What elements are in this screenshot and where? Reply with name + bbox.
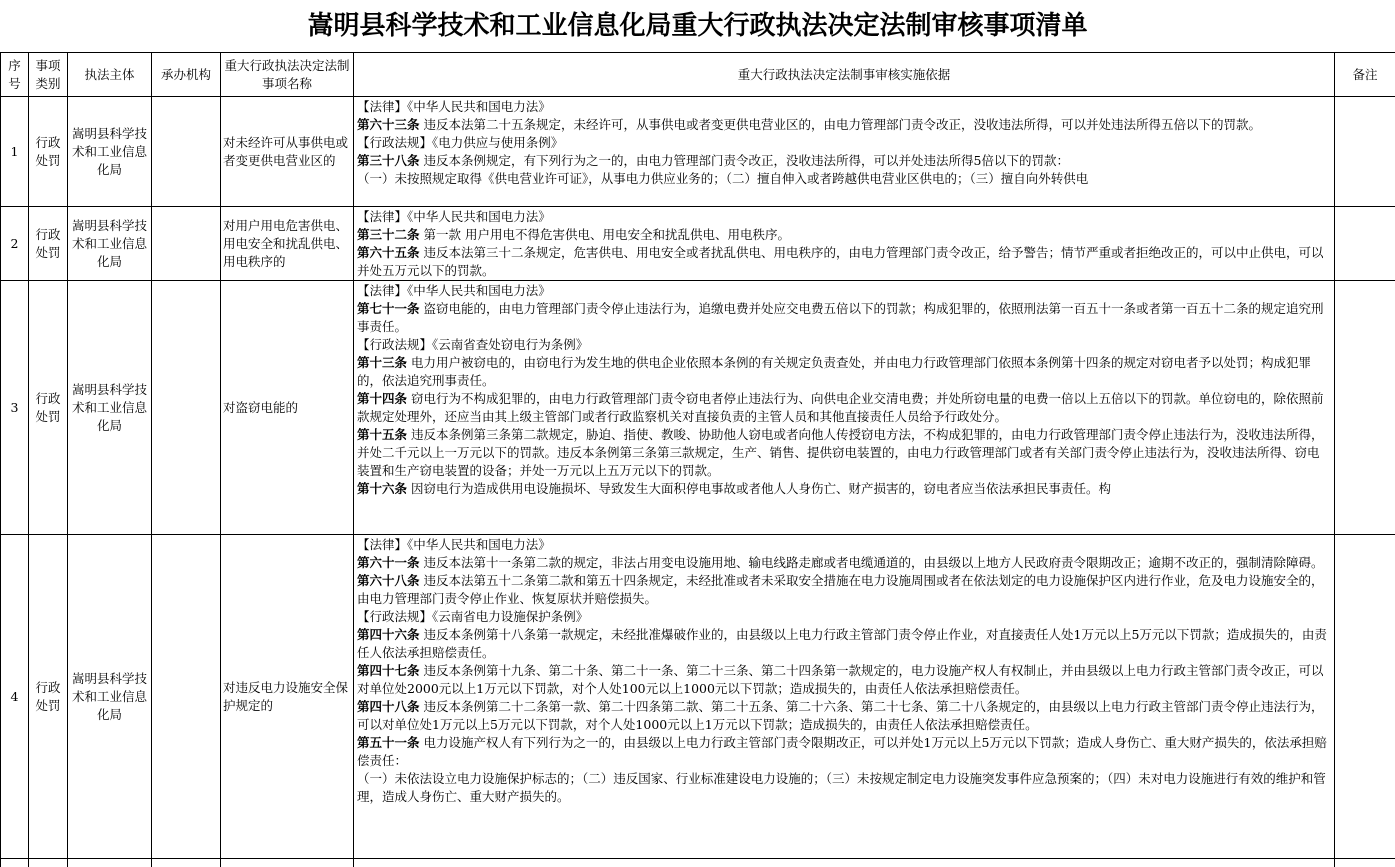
basis-text: （一）未依法设立电力设施保护标志的；（二）违反国家、行业标准建设电力设施的；（三）未按规定制定电力设施突发事件应急预案的；（四）未对电力设施进行有效的维护和管理，造成人身伤亡、重大财产损失的。 (357, 771, 1326, 804)
basis-text: 违反本条例第二十二条第一款、第二十四条第二款、第二十五条、第二十六条、第二十七条、第二十八条规定的，由县级以上电力行政主管部门责令停止违法行为，可以对单位处1万元以上5万元以下罚款，对个人处1000元以上1万元以下罚款；造成损失的，由责任人依法承担赔偿责任。 (357, 699, 1324, 732)
basis-text: 违反本法第五十二条第二款和第五十四条规定，未经批准或者未采取安全措施在电力设施周围或者在依法划定的电力设施保护区内进行作业，危及电力设施安全的，由电力管理部门责令停止作业、恢复原状并赔偿损失。 (357, 573, 1324, 606)
header-no: 序号 (1, 53, 29, 97)
basis-text: 【行政法规】《云南省电力设施保护条例》 (357, 609, 588, 624)
basis-paragraph (357, 244, 1330, 280)
cell-subject: 嵩明县科学技术和工业信息化局 (68, 207, 152, 281)
basis-paragraph (357, 426, 1330, 480)
header-category: 事项类别 (29, 53, 68, 97)
header-item-name: 重大行政执法决定法制事项名称 (221, 53, 354, 97)
basis-text: 【法律】《中华人民共和国电力法》 (357, 283, 551, 298)
basis-text: 【行政法规】《云南省查处窃电行为条例》 (357, 337, 588, 352)
header-basis: 重大行政执法决定法制事审核实施依据 (354, 53, 1335, 97)
article-number: 第六十五条 (357, 245, 420, 260)
basis-paragraph (357, 208, 1330, 226)
header-row (1, 53, 1395, 97)
basis-text: 【法律】《中华人民共和国电力法》 (357, 537, 551, 552)
cell-category: 行政处罚 (29, 535, 68, 859)
basis-text: 【法律】《中华人民共和国电力法》 (357, 99, 551, 114)
cell-remark (1335, 281, 1395, 535)
basis-text: 电力用户被窃电的，由窃电行为发生地的供电企业依照本条例的有关规定负责查处，并由电力行政管理部门依照本条例第十四条的规定对窃电者予以处罚；构成犯罪的，依法追究刑事责任。 (357, 355, 1311, 388)
basis-text: 违反本法第十一条第二款的规定，非法占用变电设施用地、输电线路走廊或者电缆通道的，由县级以上地方人民政府责令限期改正；逾期不改正的，强制清除障碍。 (420, 555, 1324, 570)
table-row (1, 97, 1395, 207)
cell-no: 4 (1, 535, 29, 859)
basis-text: 第一款 用户用电不得危害供电、用电安全和扰乱供电、用电秩序。 (420, 227, 790, 242)
cell-basis (354, 535, 1335, 859)
basis-text: 违反本条例第十九条、第二十条、第二十一条、第二十三条、第二十四条第一款规定的，电力设施产权人有权制止，并由县级以上电力行政主管部门责令改正，可以对单位处2000元以上1万元以下罚款，对个人处100元以上1000元以下罚款；造成损失的，由责任人依法承担赔偿责任。 (357, 663, 1324, 696)
cell-basis (354, 97, 1335, 207)
basis-text: 盗窃电能的，由电力管理部门责令停止违法行为，追缴电费并处应交电费五倍以下的罚款；构成犯罪的，依照刑法第一百五十一条或者第一百五十二条的规定追究刑事责任。 (357, 301, 1324, 334)
basis-paragraph (357, 354, 1330, 390)
cell-item-name: 对盗窃电能的 (221, 281, 354, 535)
article-number: 第五十一条 (357, 735, 420, 750)
cell-remark (1335, 207, 1395, 281)
cell-no: 3 (1, 281, 29, 535)
article-number: 第十四条 (357, 391, 407, 406)
basis-paragraph (357, 98, 1330, 116)
basis-paragraph (357, 480, 1330, 498)
header-agency: 承办机构 (152, 53, 221, 97)
table-row (1, 207, 1395, 281)
basis-text: 【行政法规】《电力供应与使用条例》 (357, 135, 563, 150)
basis-paragraph (357, 572, 1330, 608)
header-remark: 备注 (1335, 53, 1395, 97)
cell-agency (152, 97, 221, 207)
cell-remark (1335, 97, 1395, 207)
document-title: 嵩明县科学技术和工业信息化局重大行政执法决定法制审核事项清单 (0, 0, 1395, 52)
basis-paragraph (357, 336, 1330, 354)
cell-subject: 嵩明县科学技术和工业信息化局 (68, 535, 152, 859)
header-subject: 执法主体 (68, 53, 152, 97)
item-table (0, 52, 1395, 867)
table-row (1, 535, 1395, 859)
basis-paragraph (357, 152, 1330, 170)
basis-paragraph (357, 116, 1330, 134)
cell-basis (354, 207, 1335, 281)
basis-paragraph (357, 734, 1330, 770)
cell-remark (1335, 535, 1395, 859)
cell-subject: 嵩明县科学技术和工业信息化局 (68, 97, 152, 207)
article-number: 第四十七条 (357, 663, 420, 678)
article-number: 第六十三条 (357, 117, 420, 132)
basis-paragraph (357, 608, 1330, 626)
article-number: 第十五条 (357, 427, 407, 442)
basis-paragraph (357, 134, 1330, 152)
basis-paragraph (357, 300, 1330, 336)
basis-text: 【法律】《中华人民共和国电力法》 (357, 209, 551, 224)
cell-no: 2 (1, 207, 29, 281)
basis-paragraph (357, 282, 1330, 300)
cell-item-name: 对未经许可从事供电或者变更供电营业区的 (221, 97, 354, 207)
cell-item-name: 对违反电力设施安全保护规定的 (221, 535, 354, 859)
cell-category: 行政处罚 (29, 207, 68, 281)
table-row (1, 281, 1395, 535)
cell-category: 行政处罚 (29, 281, 68, 535)
basis-paragraph (357, 626, 1330, 662)
basis-text: 电力设施产权人有下列行为之一的，由县级以上电力行政主管部门责令限期改正，可以并处1万元以上5万元以下罚款；造成人身伤亡、重大财产损失的，依法承担赔偿责任： (357, 735, 1327, 768)
article-number: 第四十八条 (357, 699, 420, 714)
article-number: 第七十一条 (357, 301, 420, 316)
article-number: 第六十八条 (357, 573, 420, 588)
basis-paragraph (357, 554, 1330, 572)
basis-text: 因窃电行为造成供用电设施损坏、导致发生大面积停电事故或者他人人身伤亡、财产损害的，窃电者应当依法承担民事责任。构 (407, 481, 1111, 496)
basis-paragraph (357, 698, 1330, 734)
basis-text: 违反本条例规定，有下列行为之一的，由电力管理部门责令改正，没收违法所得，可以并处违法所得5倍以下的罚款： (420, 153, 1069, 168)
article-number: 第十三条 (357, 355, 407, 370)
cell-subject: 嵩明县科学技术和工业信息化局 (68, 281, 152, 535)
cell-basis (354, 281, 1335, 535)
basis-text: 违反本法第三十二条规定，危害供电、用电安全或者扰乱供电、用电秩序的，由电力管理部门责令改正，给予警告；情节严重或者拒绝改正的，可以中止供电，可以并处五万元以下的罚款。 (357, 245, 1324, 278)
basis-paragraph (357, 662, 1330, 698)
basis-paragraph (357, 390, 1330, 426)
basis-paragraph (357, 226, 1330, 244)
article-number: 第三十八条 (357, 153, 420, 168)
cell-agency (152, 281, 221, 535)
cell-item-name: 对用户用电危害供电、用电安全和扰乱供电、用电秩序的 (221, 207, 354, 281)
basis-paragraph (357, 536, 1330, 554)
basis-text: 违反本法第二十五条规定，未经许可，从事供电或者变更供电营业区的，由电力管理部门责令改正，没收违法所得，可以并处违法所得五倍以下的罚款。 (420, 117, 1261, 132)
basis-text: （一）未按照规定取得《供电营业许可证》，从事电力供应业务的；（二）擅自伸入或者跨越供电营业区供电的；（三）擅自向外转供电 (357, 171, 1088, 186)
cell-agency (152, 535, 221, 859)
cell-agency (152, 207, 221, 281)
article-number: 第四十六条 (357, 627, 420, 642)
basis-paragraph (357, 170, 1330, 188)
cell-category: 行政处罚 (29, 97, 68, 207)
basis-text: 违反本条例第三条第二款规定，胁迫、指使、教唆、协助他人窃电或者向他人传授窃电方法，不构成犯罪的，由电力行政管理部门责令停止违法行为，没收违法所得，并处二千元以上一万元以下的罚款。违反本条例第三条第三款规定，生产、销售、提供窃电装置的，由电力行政管理部门或者有关部门责令停止违法行为，没收违法所得、窃电装置和生产窃电装置的设备；并处一万元以上五万元以下的罚款。 (357, 427, 1324, 478)
article-number: 第十六条 (357, 481, 407, 496)
basis-text: 窃电行为不构成犯罪的，由电力行政管理部门责令窃电者停止违法行为、向供电企业交清电费；并处所窃电量的电费一倍以上五倍以下的罚款。单位窃电的，除依照前款规定处理外，还应当由其上级主管部门或者行政监察机关对直接负责的主管人员和其他直接责任人员给予行政处分。 (357, 391, 1324, 424)
basis-paragraph (357, 770, 1330, 806)
basis-text: 违反本条例第十八条第一款规定，未经批准爆破作业的，由县级以上电力行政主管部门责令停止作业，对直接责任人处1万元以上5万元以下罚款；造成损失的，由责任人依法承担赔偿责任。 (357, 627, 1327, 660)
article-number: 第三十二条 (357, 227, 420, 242)
cell-no: 1 (1, 97, 29, 207)
article-number: 第六十一条 (357, 555, 420, 570)
